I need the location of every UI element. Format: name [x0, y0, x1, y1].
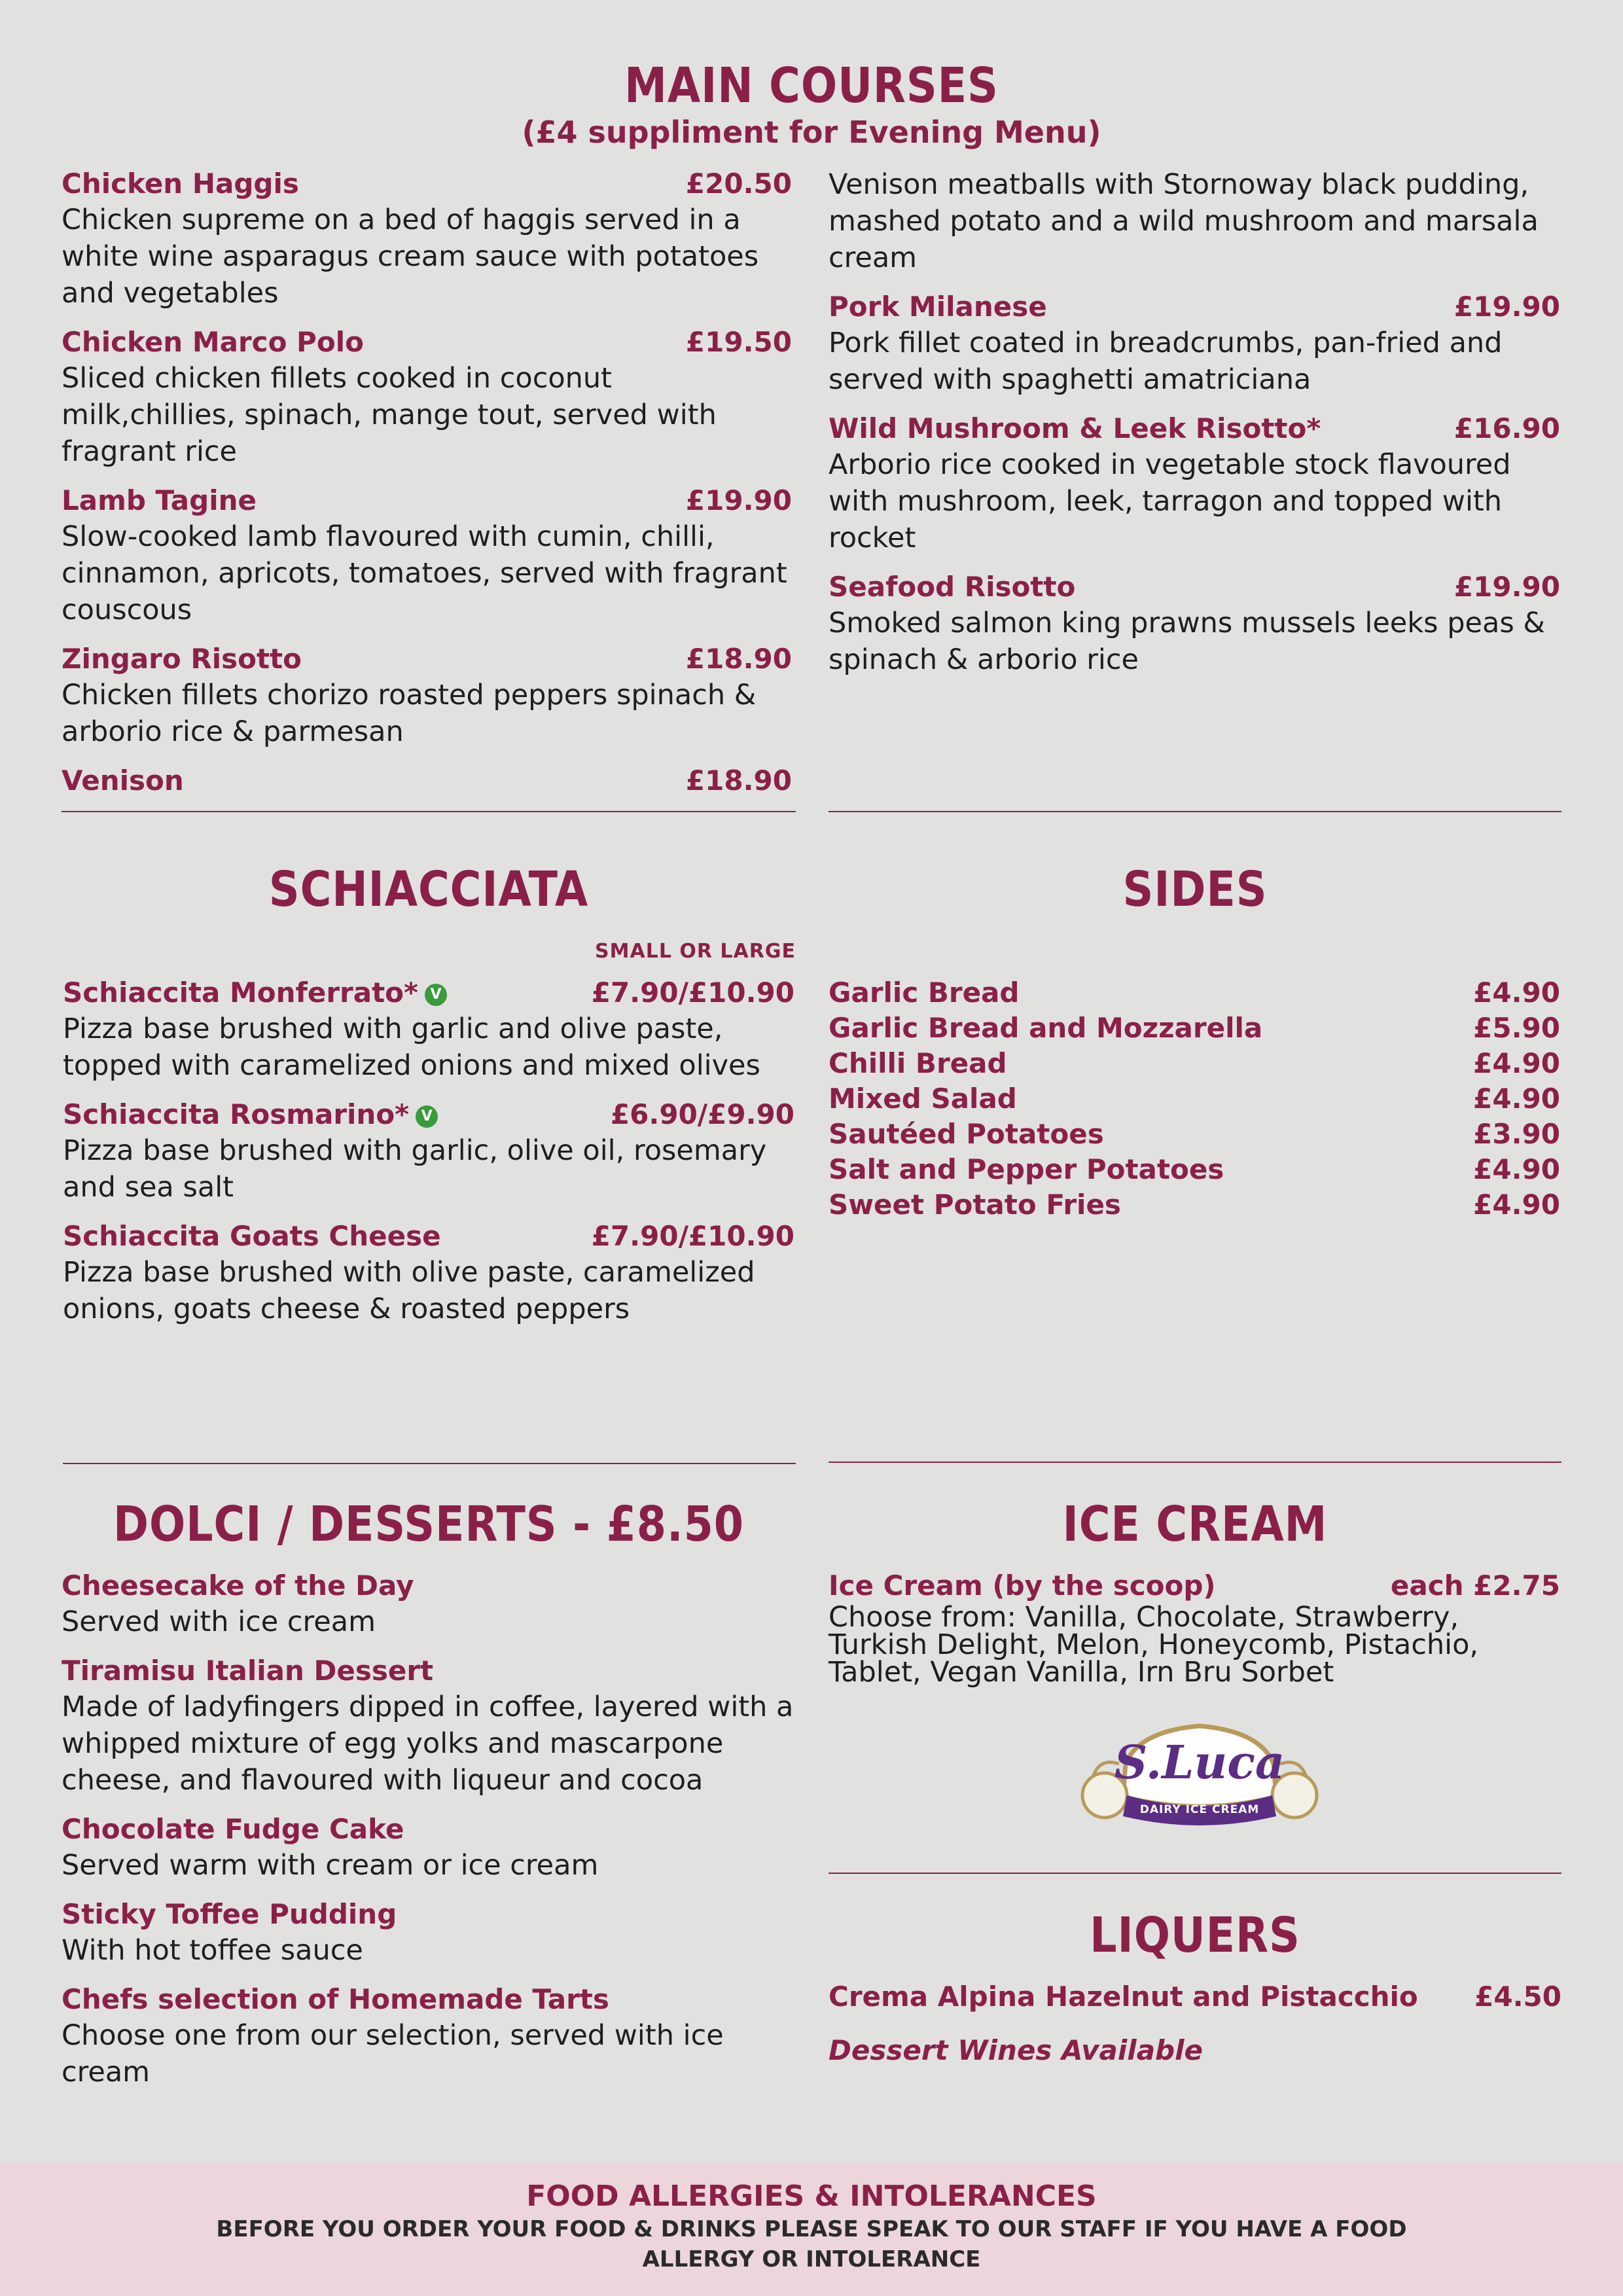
main-courses-right-column [829, 166, 1560, 691]
side-item [829, 1187, 1560, 1223]
menu-item [62, 1982, 801, 2090]
item-name: Crema Alpina Hazelnut and Pistacchio [829, 1981, 1418, 2013]
item-name: Sautéed Potatoes [829, 1118, 1104, 1150]
item-description: Slow-cooked lamb flavoured with cumin, chilli, cinnamon, apricots, tomatoes, served with fragrant couscous [62, 520, 787, 626]
item-name: Chocolate Fudge Cake [62, 1813, 404, 1845]
item-price: £4.90 [1473, 1083, 1560, 1115]
liquers-heading: LIQUERS [1090, 1907, 1300, 1964]
item-description: Made of ladyfingers dipped in coffee, layered with a whipped mixture of egg yolks and mascarpone cheese, and flavoured with liqueur and cocoa [62, 1691, 794, 1797]
divider [63, 1463, 796, 1464]
divider [829, 811, 1561, 812]
sides-list [829, 975, 1560, 1223]
item-description: Sliced chicken fillets cooked in coconut milk,chillies, spinach, mange tout, served with fragrant rice [62, 362, 717, 468]
allergy-title: FOOD ALLERGIES & INTOLERANCES [526, 2179, 1097, 2213]
item-name: Schiaccita Goats Cheese [63, 1220, 441, 1252]
schiacciata-list [63, 975, 794, 1340]
item-description: Served warm with cream or ice cream [62, 1849, 599, 1882]
item-description: Arborio rice cooked in vegetable stock flavoured with mushroom, leek, tarragon and topped with rocket [829, 448, 1511, 554]
item-name: Cheesecake of the Day [62, 1570, 414, 1602]
sides-heading: SIDES [1122, 861, 1268, 918]
ice-cream-heading: ICE CREAM [1062, 1496, 1328, 1552]
item-price: £18.90 [685, 764, 792, 797]
item-price: £20.50 [685, 168, 792, 200]
item-name: Mixed Salad [829, 1083, 1017, 1115]
item-name: Chefs selection of Homemade Tarts [62, 1983, 609, 2015]
item-name: Salt and Pepper Potatoes [829, 1153, 1224, 1185]
vegetarian-icon: V [416, 1105, 438, 1128]
item-name: Chicken Marco Polo [62, 326, 364, 358]
item-description: Pork fillet coated in breadcrumbs, pan-fried and served with spaghetti amatriciana [829, 327, 1503, 396]
schiacciata-heading: SCHIACCIATA [268, 861, 589, 918]
item-price: £4.90 [1473, 1047, 1560, 1079]
item-price: £5.90 [1473, 1012, 1560, 1044]
allergy-line-2: ALLERGY OR INTOLERANCE [642, 2246, 981, 2272]
menu-item [63, 1219, 794, 1327]
menu-item [829, 569, 1560, 678]
ice-cream-block [829, 1568, 1560, 1689]
item-price: £19.50 [685, 326, 792, 358]
main-courses-left-column [62, 166, 792, 812]
item-name: Garlic Bread [829, 977, 1020, 1009]
item-name: Sticky Toffee Pudding [62, 1898, 397, 1930]
allergy-footer [0, 2163, 1623, 2296]
item-price: £3.90 [1473, 1118, 1560, 1150]
side-item [829, 1011, 1560, 1046]
menu-item [62, 1897, 801, 1969]
menu-item [62, 483, 792, 628]
item-name: Garlic Bread and Mozzarella [829, 1012, 1263, 1044]
menu-item [62, 1653, 801, 1799]
item-price: £7.90/£10.90 [591, 1220, 794, 1252]
item-name: Wild Mushroom & Leek Risotto* [829, 412, 1321, 444]
item-price: £19.90 [685, 484, 792, 516]
desserts-list [62, 1568, 801, 2104]
item-name: Zingaro Risotto [62, 643, 302, 675]
item-name: Tiramisu Italian Dessert [62, 1655, 434, 1687]
liquers-block [829, 1979, 1561, 2068]
item-description: Choose from: Vanilla, Chocolate, Strawberry, Turkish Delight, Melon, Honeycomb, Pistachio, Tablet, Vegan Vanilla, Irn Bru Sorbet [829, 1601, 1479, 1689]
logo-tagline: DAIRY ICE CREAM [1139, 1803, 1260, 1816]
item-price: £16.90 [1454, 412, 1560, 444]
side-item [829, 1152, 1560, 1187]
dessert-wines-note: Dessert Wines Available [829, 2034, 1203, 2066]
divider [829, 1462, 1561, 1463]
menu-item [63, 1097, 794, 1206]
item-description: With hot toffee sauce [62, 1934, 363, 1967]
side-item [829, 1046, 1560, 1081]
item-description: Pizza base brushed with garlic, olive oil, rosemary and sea salt [63, 1134, 767, 1204]
item-description: Served with ice cream [62, 1605, 376, 1638]
item-description: Pizza base brushed with garlic and olive paste, topped with caramelized onions and mixed olives [63, 1013, 760, 1082]
item-price: £4.90 [1473, 977, 1560, 1009]
main-courses-heading: MAIN COURSES [624, 58, 999, 114]
logo-wordmark: S.Luca [1114, 1735, 1285, 1789]
menu-item [62, 166, 792, 312]
item-description: Smoked salmon king prawns mussels leeks peas & spinach & arborio rice [829, 607, 1545, 676]
item-price: £19.90 [1454, 571, 1560, 603]
item-name: Lamb Tagine [62, 484, 257, 516]
side-item [829, 975, 1560, 1011]
item-price: £4.50 [1474, 1981, 1561, 2013]
sluca-logo [1080, 1718, 1319, 1835]
item-price: each £2.75 [1390, 1570, 1560, 1602]
divider [62, 811, 796, 812]
size-note: SMALL OR LARGE [595, 940, 796, 963]
divider [829, 1873, 1561, 1874]
item-description: Chicken fillets chorizo roasted peppers spinach & arborio rice & parmesan [62, 679, 757, 748]
menu-item [62, 641, 792, 750]
side-item [829, 1117, 1560, 1152]
item-description: Choose one from our selection, served with ice cream [62, 2019, 724, 2089]
menu-item [62, 1812, 801, 1884]
side-item [829, 1081, 1560, 1117]
desserts-heading: DOLCI / DESSERTS - £8.50 [113, 1496, 744, 1552]
item-price: £4.90 [1473, 1189, 1560, 1221]
item-name: Sweet Potato Fries [829, 1189, 1121, 1221]
item-name: Chilli Bread [829, 1047, 1007, 1079]
allergy-line-1: BEFORE YOU ORDER YOUR FOOD & DRINKS PLEASE SPEAK TO OUR STAFF IF YOU HAVE A FOOD [216, 2216, 1407, 2242]
item-name: Pork Milanese [829, 291, 1047, 323]
item-name: Seafood Risotto [829, 571, 1076, 603]
item-name: Ice Cream (by the scoop) [829, 1570, 1216, 1602]
item-name: Schiaccita Rosmarino* [63, 1098, 410, 1130]
item-price: £4.90 [1473, 1153, 1560, 1185]
item-name: Venison [62, 764, 184, 797]
item-price: £19.90 [1454, 291, 1560, 323]
item-name: Chicken Haggis [62, 168, 299, 200]
menu-item [829, 289, 1560, 398]
item-description: Chicken supreme on a bed of haggis served in a white wine asparagus cream sauce with potatoes and vegetables [62, 204, 759, 310]
venison-description: Venison meatballs with Stornoway black pudding, mashed potato and a wild mushroom and marsala cream [829, 168, 1539, 274]
vegetarian-icon: V [425, 984, 447, 1006]
menu-item [62, 763, 792, 798]
menu-item [829, 411, 1560, 556]
item-name: Schiaccita Monferrato* [63, 977, 418, 1009]
menu-item [62, 1568, 801, 1640]
item-description: Pizza base brushed with olive paste, caramelized onions, goats cheese & roasted peppers [63, 1256, 755, 1325]
main-courses-subtitle: (£4 suppliment for Evening Menu) [522, 115, 1101, 150]
item-price: £18.90 [685, 643, 792, 675]
item-price: £7.90/£10.90 [591, 977, 794, 1009]
menu-item [63, 975, 794, 1084]
menu-item [62, 325, 792, 470]
item-price: £6.90/£9.90 [610, 1098, 794, 1130]
